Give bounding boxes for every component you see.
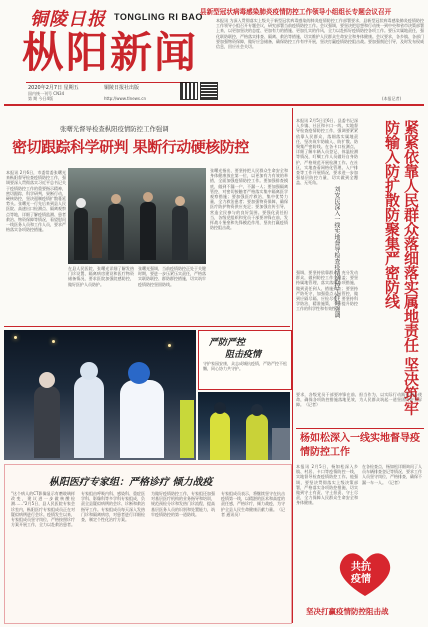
column-divider <box>292 108 293 623</box>
police-checkpoint-photo <box>198 392 290 460</box>
medical-story-headline: 枞阳医疗专家组：严格诊疗 倾力战疫 <box>49 477 213 488</box>
right-story-body-mid: 强调，要坚持依靠群众，充分发动群众，做到防控工作全覆盖；要坚持属地管理，落实落细各项措施，做到责任到人、措施到位；要坚持严防死守，加强重点人员管控，做到应隔尽隔、应检尽检；要坚持科学防治，精准施策，不断提升防控工作的科学性和有效性。 <box>296 270 358 312</box>
badge-line-2: 疫情 <box>351 574 371 585</box>
masthead-pinyin: TONGLING RI BAO <box>114 12 203 22</box>
lead-story-body-col3: 张曙光强调，当前疫情防控正处于关键时期，要进一步压紧压实责任，严格落实联防联控、群防群控措施，切实筑牢疫情防控坚固防线。 <box>138 266 206 287</box>
masthead-divider <box>26 82 190 83</box>
top-story-tag: (本报记者) <box>382 96 402 101</box>
masthead-publisher: 铜陵日报社出版 <box>104 85 140 91</box>
masthead-date: 2020年2月7日 星期五 <box>28 85 79 91</box>
right-story-body-bottom: 要求，各级党员干部要冲锋在前、担当作为，以实际行动践行初心使命，确保各项防控措施落地见效，为人民群众筑起一道坚固的安全屏障。（记者） <box>296 392 422 408</box>
poem-body: 守护家园安康，众志成城抗疫情，严防严控不松懈，同心协力共守护。 <box>203 361 287 372</box>
poem-line-1: 严防严控 <box>209 338 246 348</box>
medical-story-body-col3: 为做好疫情防控工作，专家组还加强对基层医疗机构的业务指导和培训，规范预检分诊和发热门诊流程，提高基层医务人员的识别和处置能力，筑牢疫情防控的第一道防线。 <box>151 491 215 517</box>
lead-story-body-col2: 在县人民医院，张曙光详细了解发热门诊设置、隔离病房建设和医疗物资储备情况，要求医院加强院感防控，做好医护人员防护。 <box>68 266 134 287</box>
right-story-body-top: 本报讯 2月5日至6日，县委书记深入乡镇、社区和卡口一线，实地督导检查疫情防控工作，强调要紧紧依靠人民群众，落细落实属地责任，坚决筑牢防输入、防扩散、防聚集严密防线。在各卡口检测点，详细了解车辆人员登记、体温检测等情况，叮嘱工作人员做好自身防护，严格规范开展检测工作。在社区，实地查看网格化管理、入户排查等工作开展情况，要求进一步加强基层防控力量，切实做到全覆盖、无死角。 <box>296 118 358 186</box>
right-story-headline-text: 紧紧依靠人民群众落细落实属地责任 坚决筑牢防输入防扩散防聚集严密防线 <box>383 120 420 415</box>
yang-story-body-col1: 本报讯 2月5日，杨如松深入乡镇、村居、卡口等疫情防控一线，实地督导检查疫情防控工作。他强调，要坚决贯彻落实上级决策部署，严格落实各项防控措施，切实做到守土有责、守土担责、守土尽责，全力保障人民群众生命安全和身体健康。 <box>296 464 358 506</box>
poem-box <box>198 330 292 390</box>
medical-story-body-col1: "这个病人的CT影像显示有磨玻璃样改变，建议进一步做核酸检测……"2月5日，县人民医院专家会诊室内，枞阳医疗专家组成员正在对疑似病例进行会诊。疫情发生以来，专家组成员坚守岗位，严格按照诊疗方案开展工作，全力以赴救治患者。 <box>11 491 75 528</box>
section-rule-3 <box>296 428 424 429</box>
masthead-info-1: 国内统一刊号 CN34 <box>28 91 65 96</box>
top-rule <box>4 104 424 106</box>
footer-slogan: 坚决打赢疫情防控阻击战 <box>306 607 389 616</box>
top-story-body: 本报讯 为深入贯彻落实上级关于新型冠状病毒感染的肺炎疫情防控工作部署要求，县新型冠状病毒感染肺炎疫情防控工作领导小组召开专题会议，研究部署当前疫情防控工作。会议强调，要坚决把思想和行动统一到中央和省市决策部署上来，以更加坚决的态度、更加有力的措施、更加扎实的作风，全力以赴抓好疫情防控各项工作。要压实属地责任，强化联防联控，严格落实排查、隔离、救治等措施，切实维护人民群众生命安全和身体健康。会议要求，各乡镇、各部门要加强物资保障，做好应急储备，确保防控工作有序开展，坚决打赢疫情防控阻击战。要加强舆论引导，及时发布权威信息，回应社会关切。 <box>216 18 424 50</box>
lead-story-body-col1: 本报讯 2月6日，市委常委张曙光来枞阳督导检查疫情防控工作，强调要深入贯彻落实习近平总书记关于疫情防控工作的重要指示精神，密切跟踪，科学研判，果断行动，硬核防控，坚决遏制疫情扩散蔓延势头。张曙光一行先后来到县人民医院、高速出口检测点、隔离观察点等地，详细了解疫情监测、患者救治、物资保障等情况，看望慰问一线医务人员和工作人员，要求严格落实各项防控措施。 <box>6 170 66 233</box>
masthead-website: http://www.tlnews.cn <box>104 96 147 101</box>
qr-code-1 <box>180 82 198 100</box>
masthead <box>4 3 203 113</box>
lead-story-kicker: 张曙光督导检查枞阳疫情防控工作强调 <box>60 125 169 133</box>
top-story-headline: 县新型冠状病毒感染肺炎疫情防控工作领导小组组长专题会议召开 <box>200 8 392 16</box>
right-story-subline: 刘安民深入一线实地督导检查疫情防控工作时强调 <box>333 186 340 318</box>
masthead-title: 枞阳新闻 <box>22 28 199 77</box>
masthead-logo-small: 铜陵日报 <box>30 9 106 30</box>
masthead-info-2: 第 期 今日4版 <box>28 96 54 101</box>
medical-story-box <box>4 464 292 624</box>
lead-story-body-col4: 张曙光指出，要坚持把人民群众生命安全和身体健康放在第一位，以更加有力有效的举措，全面加强疫情防控工作。要加强排查摸底，做到不漏一户、不漏一人；要加强隔离管控，对密切接触者严格落实集中隔离医学观察措施；要加强医疗救治，集中优势力量，全力救治患者；要加强物资保障，确保医疗防护物资供应充足；要加强宣传引导，营造全民参与的良好氛围。要强化责任担当，各级党组织和党员干部要冲锋在前，发挥战斗堡垒和先锋模范作用，坚决打赢疫情防控阻击战。 <box>210 168 288 231</box>
poem-line-2: 阻击疫情 <box>225 350 262 360</box>
right-story-headline <box>360 120 420 420</box>
fight-epidemic-badge <box>334 546 396 600</box>
yang-story-body-col2: 在各检查点，杨如松详细询问了人员车辆排查登记等情况，要求工作人员坚守岗位，严格排查，确保不漏一车一人。（记者） <box>362 464 422 485</box>
badge-line-1: 共抗 <box>351 562 371 573</box>
yang-story-headline: 杨如松深入一线实地督导疫情防控工作 <box>300 433 420 458</box>
lead-story-photo <box>68 168 206 264</box>
lead-story-headline: 密切跟踪科学研判 果断行动硬核防控 <box>12 138 249 156</box>
medical-story-body-col2: 专家组由呼吸内科、感染科、重症医学科、影像科等多学科专家组成，负责全县疑似病例的会诊、诊断和救治指导工作。专家组成员每天深入发热门诊和隔离病房，对患者进行详细检查，制定个性化治疗方案。 <box>81 491 145 523</box>
medical-story-body-col4: 专家组成员表示，将继续坚守在抗击疫情第一线，以精湛的医术和高度的责任感，严格诊疗，倾力战疫，为守护全县人民生命健康贡献力量。（记者 通讯员） <box>221 491 285 517</box>
night-checkpoint-photo <box>4 330 196 460</box>
section-rule-2 <box>4 326 290 327</box>
